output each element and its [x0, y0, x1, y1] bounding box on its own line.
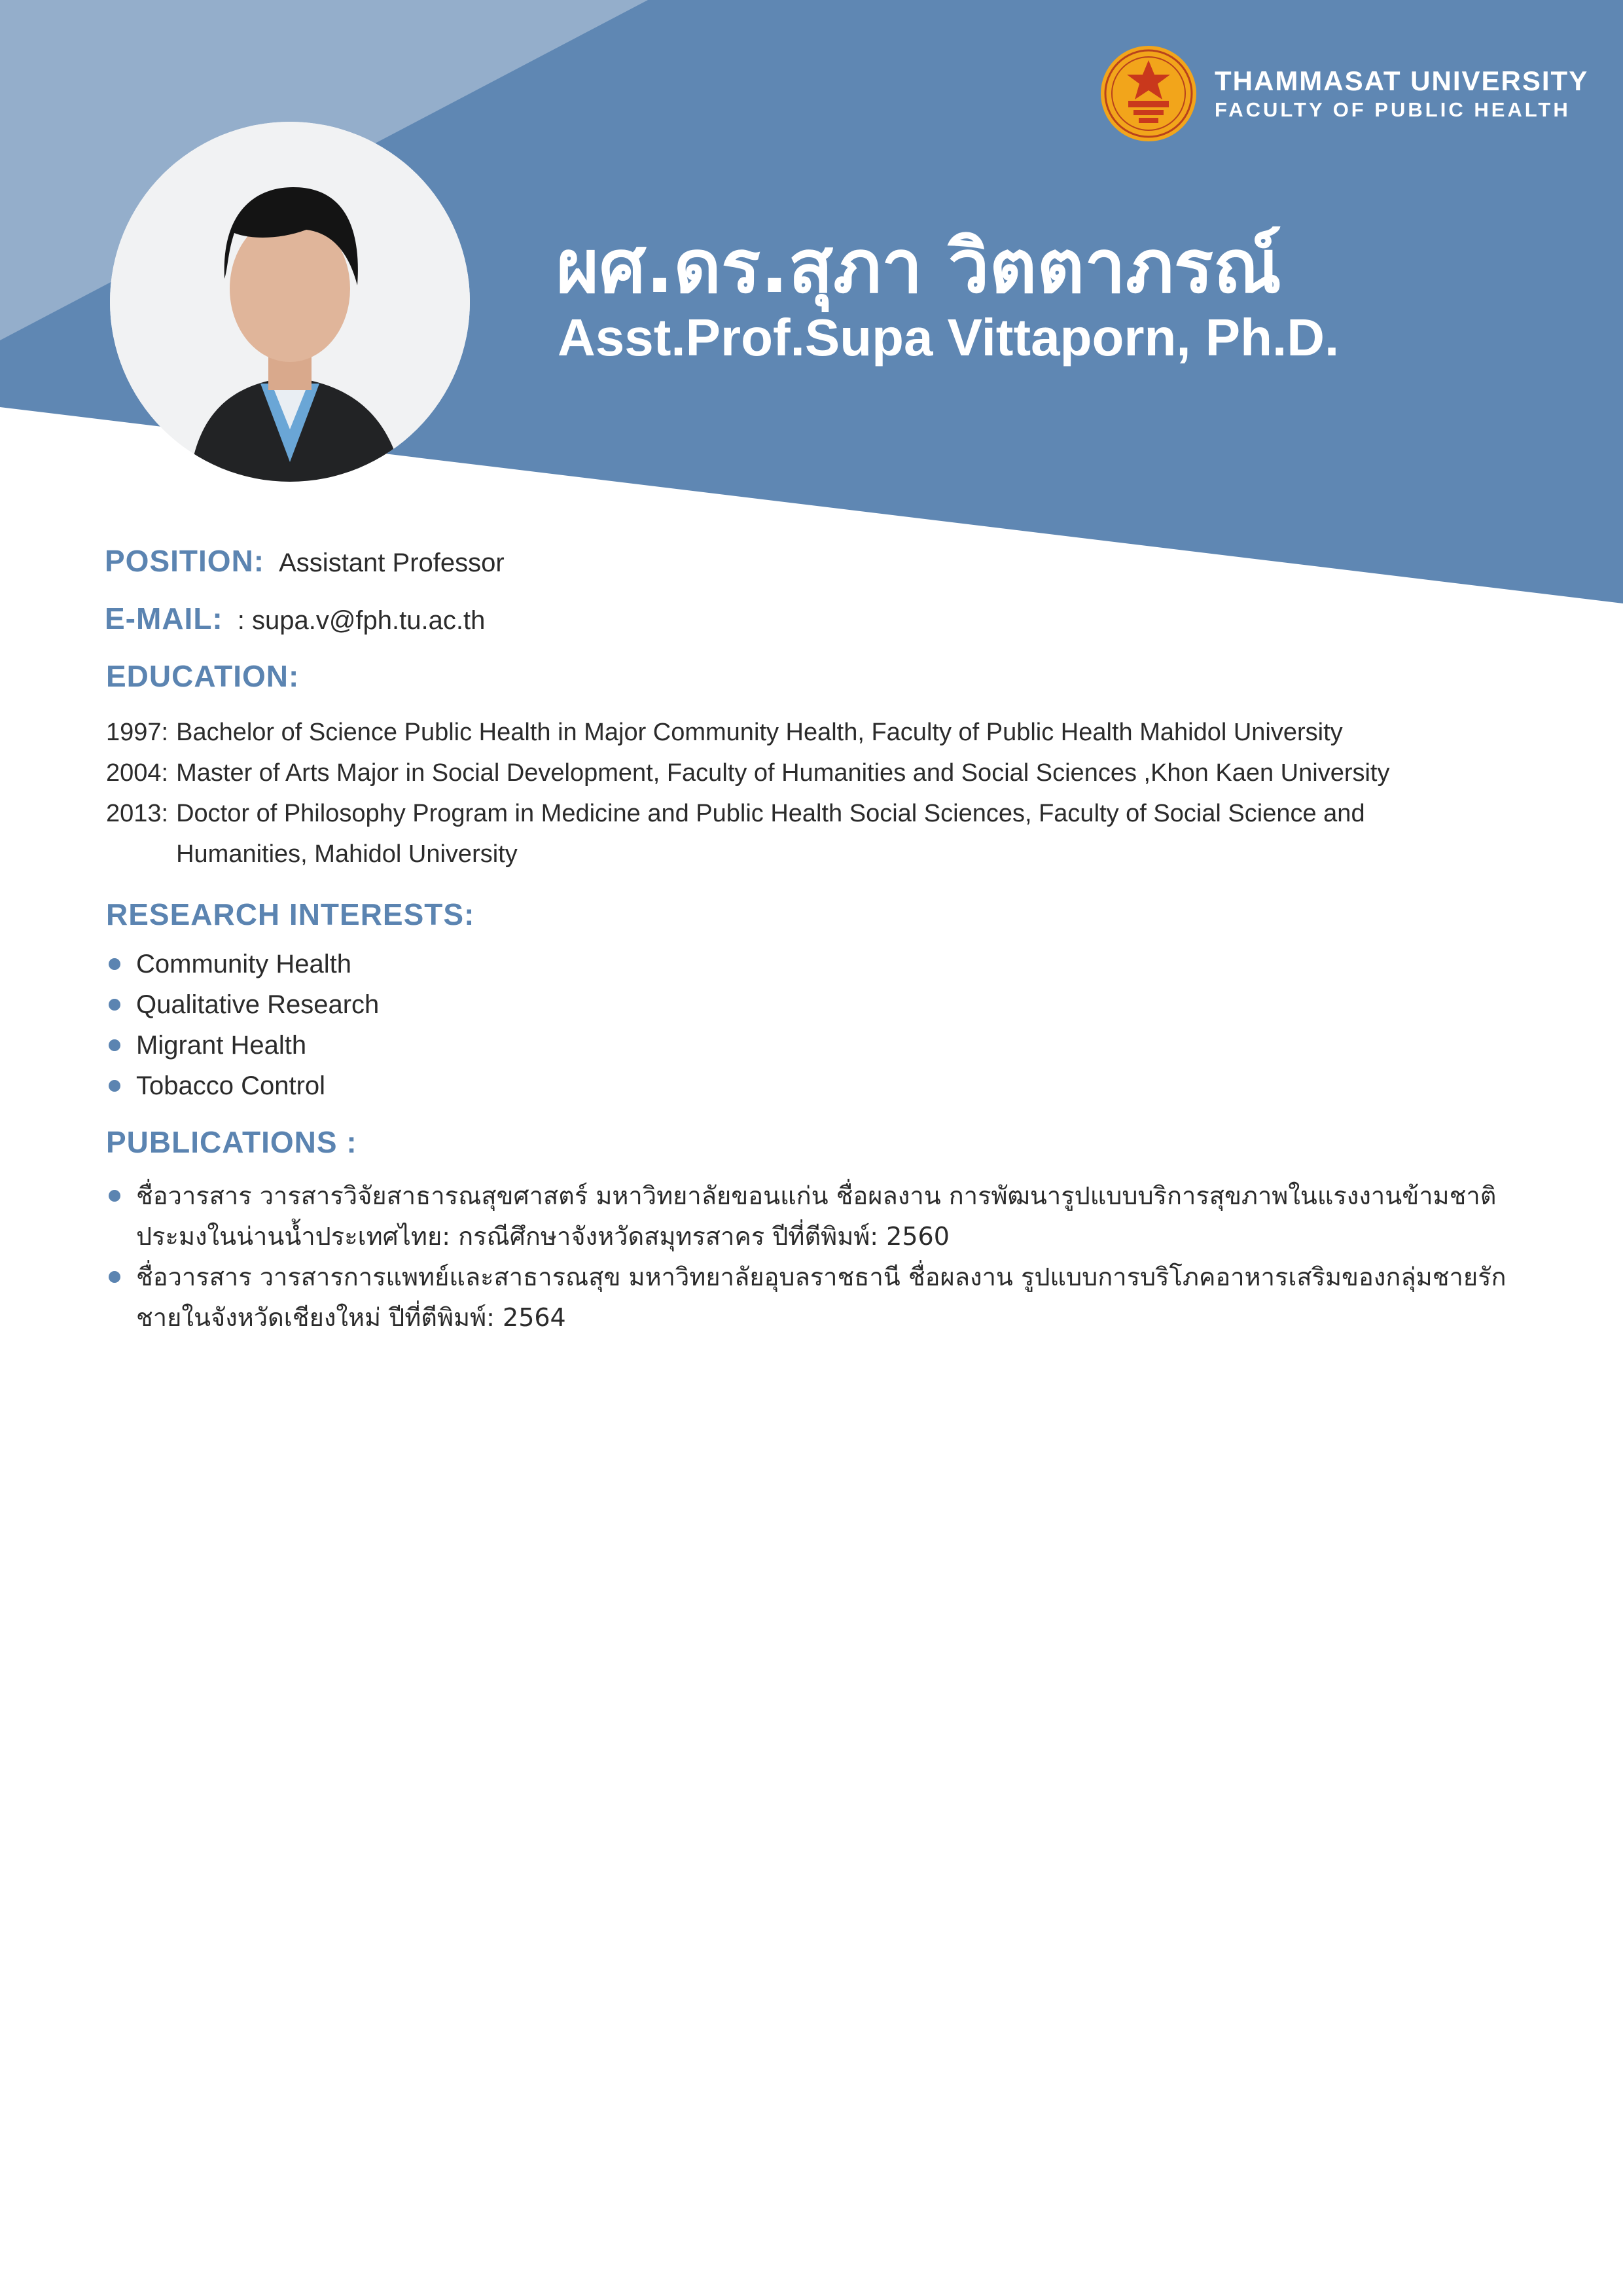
education-year: 2013:: [106, 800, 169, 827]
bullet-icon: [109, 1271, 120, 1283]
list-item: [106, 1175, 1526, 1257]
university-seal-icon: [1099, 45, 1198, 143]
faculty-name: FACULTY OF PUBLIC HEALTH: [1215, 98, 1571, 121]
education-item: [106, 793, 1526, 874]
list-item: [106, 944, 1526, 984]
bullet-icon: [109, 958, 120, 970]
list-item: [106, 1066, 1526, 1106]
research-title: RESEARCH INTERESTS:: [106, 897, 475, 931]
name-thai: ผศ.ดร.สุภา วิตตาภรณ์: [556, 224, 1281, 310]
publication-item: ชื่อวารสาร วารสารการแพทย์และสาธารณสุข มหาวิทยาลัยอุบลราชธานี ชื่อผลงาน รูปแบบการบริโภคอาหารเสริมของกลุ่มชายรักชายในจังหวัดเชียงใหม่ ปีที่ตีพิมพ์: 2564: [136, 1263, 1507, 1332]
publications-list: [106, 1175, 1526, 1338]
education-text: Master of Arts Major in Social Development, Faculty of Humanities and Social Sciences ,Khon Kaen University: [176, 759, 1390, 787]
list-item: [106, 1025, 1526, 1066]
bullet-icon: [109, 1190, 120, 1202]
bullet-icon: [109, 1039, 120, 1051]
bullet-icon: [109, 1080, 120, 1092]
name-english: Asst.Prof.Supa Vittaporn, Ph.D.: [558, 308, 1340, 367]
publications-title: PUBLICATIONS :: [106, 1125, 357, 1159]
position-value: Assistant Professor: [279, 548, 505, 577]
research-list: [106, 944, 1526, 1106]
education-year: 2004:: [106, 759, 169, 787]
education-item: [106, 753, 1526, 793]
position-label: POSITION:: [105, 544, 265, 578]
list-item: [106, 984, 1526, 1025]
university-name: THAMMASAT UNIVERSITY: [1215, 65, 1589, 96]
education-year: 1997:: [106, 719, 169, 746]
education-title: EDUCATION:: [106, 659, 300, 693]
university-logo: [1099, 45, 1588, 143]
education-text: Bachelor of Science Public Health in Major Community Health, Faculty of Public Health Mahidol University: [176, 719, 1343, 746]
bullet-icon: [109, 999, 120, 1011]
education-list: [106, 712, 1526, 874]
email-label: E-MAIL:: [105, 601, 223, 636]
education-item: [106, 712, 1526, 753]
person-portrait-icon: [110, 122, 470, 482]
research-item: Qualitative Research: [136, 990, 380, 1019]
email-value: : supa.v@fph.tu.ac.th: [237, 606, 486, 635]
email-row: [105, 601, 485, 636]
publication-item: ชื่อวารสาร วารสารวิจัยสาธารณสุขศาสตร์ มหาวิทยาลัยขอนแก่น ชื่อผลงาน การพัฒนารูปแบบบริการสุขภาพในแรงงานข้ามชาติประมงในน่านน้ำประเทศไทย: กรณีศึกษาจังหวัดสมุทรสาคร ปีที่ตีพิมพ์: 2560: [136, 1181, 1497, 1251]
position-row: [105, 543, 505, 579]
education-text: Doctor of Philosophy Program in Medicine and Public Health Social Sciences, Faculty of Social Science and Humanities, Mahidol University: [176, 800, 1365, 868]
profile-photo: [110, 122, 470, 482]
research-item: Tobacco Control: [136, 1071, 326, 1100]
list-item: [106, 1257, 1526, 1338]
research-item: Migrant Health: [136, 1031, 307, 1060]
research-item: Community Health: [136, 950, 352, 978]
